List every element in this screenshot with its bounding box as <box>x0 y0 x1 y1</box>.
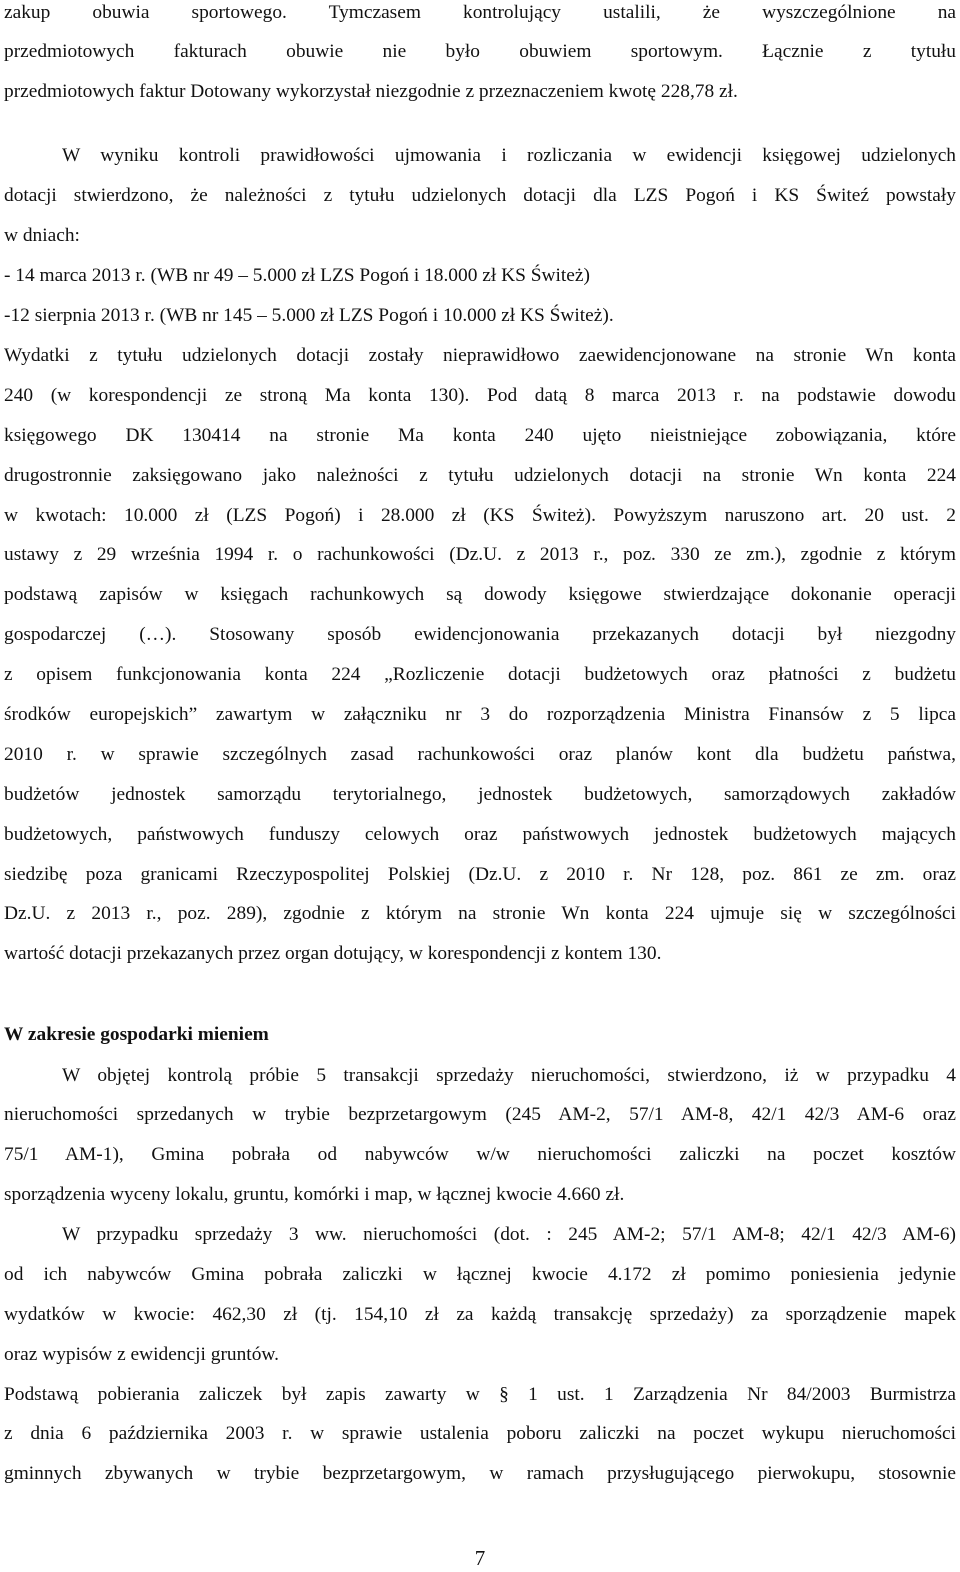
text-line: drugostronnie zaksięgowano jako należności z tytułu udzielonych dotacji na stronie Wn konta 224 <box>4 465 956 486</box>
text-line: - 14 marca 2013 r. (WB nr 49 – 5.000 zł LZS Pogoń i 18.000 zł KS Świteż) <box>4 265 590 286</box>
text-line: gospodarczej (…). Stosowany sposób ewidencjonowania przekazanych dotacji był niezgodny <box>4 624 956 645</box>
text-line: sporządzenia wyceny lokalu, gruntu, komórki i map, w łącznej kwocie 4.660 zł. <box>4 1184 625 1205</box>
text-line: wydatków w kwocie: 462,30 zł (tj. 154,10 zł za każdą transakcję sprzedaży) za sporządzenie mapek <box>4 1304 956 1325</box>
text-line: przedmiotowych faktur Dotowany wykorzystał niezgodnie z przeznaczeniem kwotę 228,78 zł. <box>4 81 738 102</box>
text-line: Wydatki z tytułu udzielonych dotacji zostały nieprawidłowo zaewidencjonowane na stronie Wn konta <box>4 345 956 366</box>
text-line: W wyniku kontroli prawidłowości ujmowania i rozliczania w ewidencji księgowej udzielonych <box>62 145 956 166</box>
text-line: podstawą zapisów w księgach rachunkowych są dowody księgowe stwierdzające dokonanie operacji <box>4 584 956 605</box>
text-line: księgowego DK 130414 na stronie Ma konta 240 ujęto nieistniejące zobowiązania, które <box>4 425 956 446</box>
text-line: gminnych zbywanych w trybie bezprzetargowym, w ramach przysługującego pierwokupu, stosownie <box>4 1463 956 1484</box>
text-line: Podstawą pobierania zaliczek był zapis zawarty w § 1 ust. 1 Zarządzenia Nr 84/2003 Burmistrza <box>4 1384 956 1405</box>
text-line: ustawy z 29 września 1994 r. o rachunkowości (Dz.U. z 2013 r., poz. 330 ze zm.), zgodnie z którym <box>4 544 956 565</box>
text-line: 240 (w korespondencji ze stroną Ma konta 130). Pod datą 8 marca 2013 r. na podstawie dowodu <box>4 385 956 406</box>
text-line: 2010 r. w sprawie szczególnych zasad rachunkowości oraz planów kont dla budżetu państwa, <box>4 744 956 765</box>
text-line: nieruchomości sprzedanych w trybie bezprzetargowym (245 AM-2, 57/1 AM-8, 42/1 42/3 AM-6 oraz <box>4 1104 956 1125</box>
text-line: oraz wypisów z ewidencji gruntów. <box>4 1344 279 1365</box>
text-line: Dz.U. z 2013 r., poz. 289), zgodnie z którym na stronie Wn konta 224 ujmuje się w szczególności <box>4 903 956 924</box>
document-page <box>4 0 956 1572</box>
text-line: budżetów jednostek samorządu terytorialnego, jednostek budżetowych, samorządowych zakładów <box>4 784 956 805</box>
page-number: 7 <box>474 1546 486 1570</box>
text-line: z opisem funkcjonowania konta 224 „Rozliczenie dotacji budżetowych oraz płatności z budżetu <box>4 664 956 685</box>
text-line: wartość dotacji przekazanych przez organ dotujący, w korespondencji z kontem 130. <box>4 943 662 964</box>
text-line: 75/1 AM-1), Gmina pobrała od nabywców w/w nieruchomości zaliczki na poczet kosztów <box>4 1144 956 1165</box>
text-line: siedzibę poza granicami Rzeczypospolitej Polskiej (Dz.U. z 2010 r. Nr 128, poz. 861 ze zm. oraz <box>4 864 956 885</box>
text-line: w dniach: <box>4 225 80 246</box>
text-line: -12 sierpnia 2013 r. (WB nr 145 – 5.000 zł LZS Pogoń i 10.000 zł KS Świteż). <box>4 305 614 326</box>
text-line: W przypadku sprzedaży 3 ww. nieruchomości (dot. : 245 AM-2; 57/1 AM-8; 42/1 42/3 AM-6) <box>62 1224 956 1245</box>
text-line: przedmiotowych fakturach obuwie nie było obuwiem sportowym. Łącznie z tytułu <box>4 41 956 62</box>
text-line: od ich nabywców Gmina pobrała zaliczki w łącznej kwocie 4.172 zł pomimo poniesienia jedynie <box>4 1264 956 1285</box>
text-line: dotacji stwierdzono, że należności z tytułu udzielonych dotacji dla LZS Pogoń i KS Świteź powstały <box>4 185 956 206</box>
text-line: z dnia 6 października 2003 r. w sprawie ustalenia poboru zaliczki na poczet wykupu nieruchomości <box>4 1423 956 1444</box>
text-line: zakup obuwia sportowego. Tymczasem kontrolujący ustalili, że wyszczególnione na <box>4 2 956 23</box>
text-line: budżetowych, państwowych funduszy celowych oraz państwowych jednostek budżetowych mających <box>4 824 956 845</box>
section-heading: W zakresie gospodarki mieniem <box>4 1024 269 1045</box>
text-line: środków europejskich” zawartym w załączniku nr 3 do rozporządzenia Ministra Finansów z 5 lipca <box>4 704 956 725</box>
text-line: w kwotach: 10.000 zł (LZS Pogoń) i 28.000 zł (KS Świteż). Powyższym naruszono art. 20 ust. 2 <box>4 505 956 526</box>
text-line: W objętej kontrolą próbie 5 transakcji sprzedaży nieruchomości, stwierdzono, iż w przypadku 4 <box>62 1065 956 1086</box>
